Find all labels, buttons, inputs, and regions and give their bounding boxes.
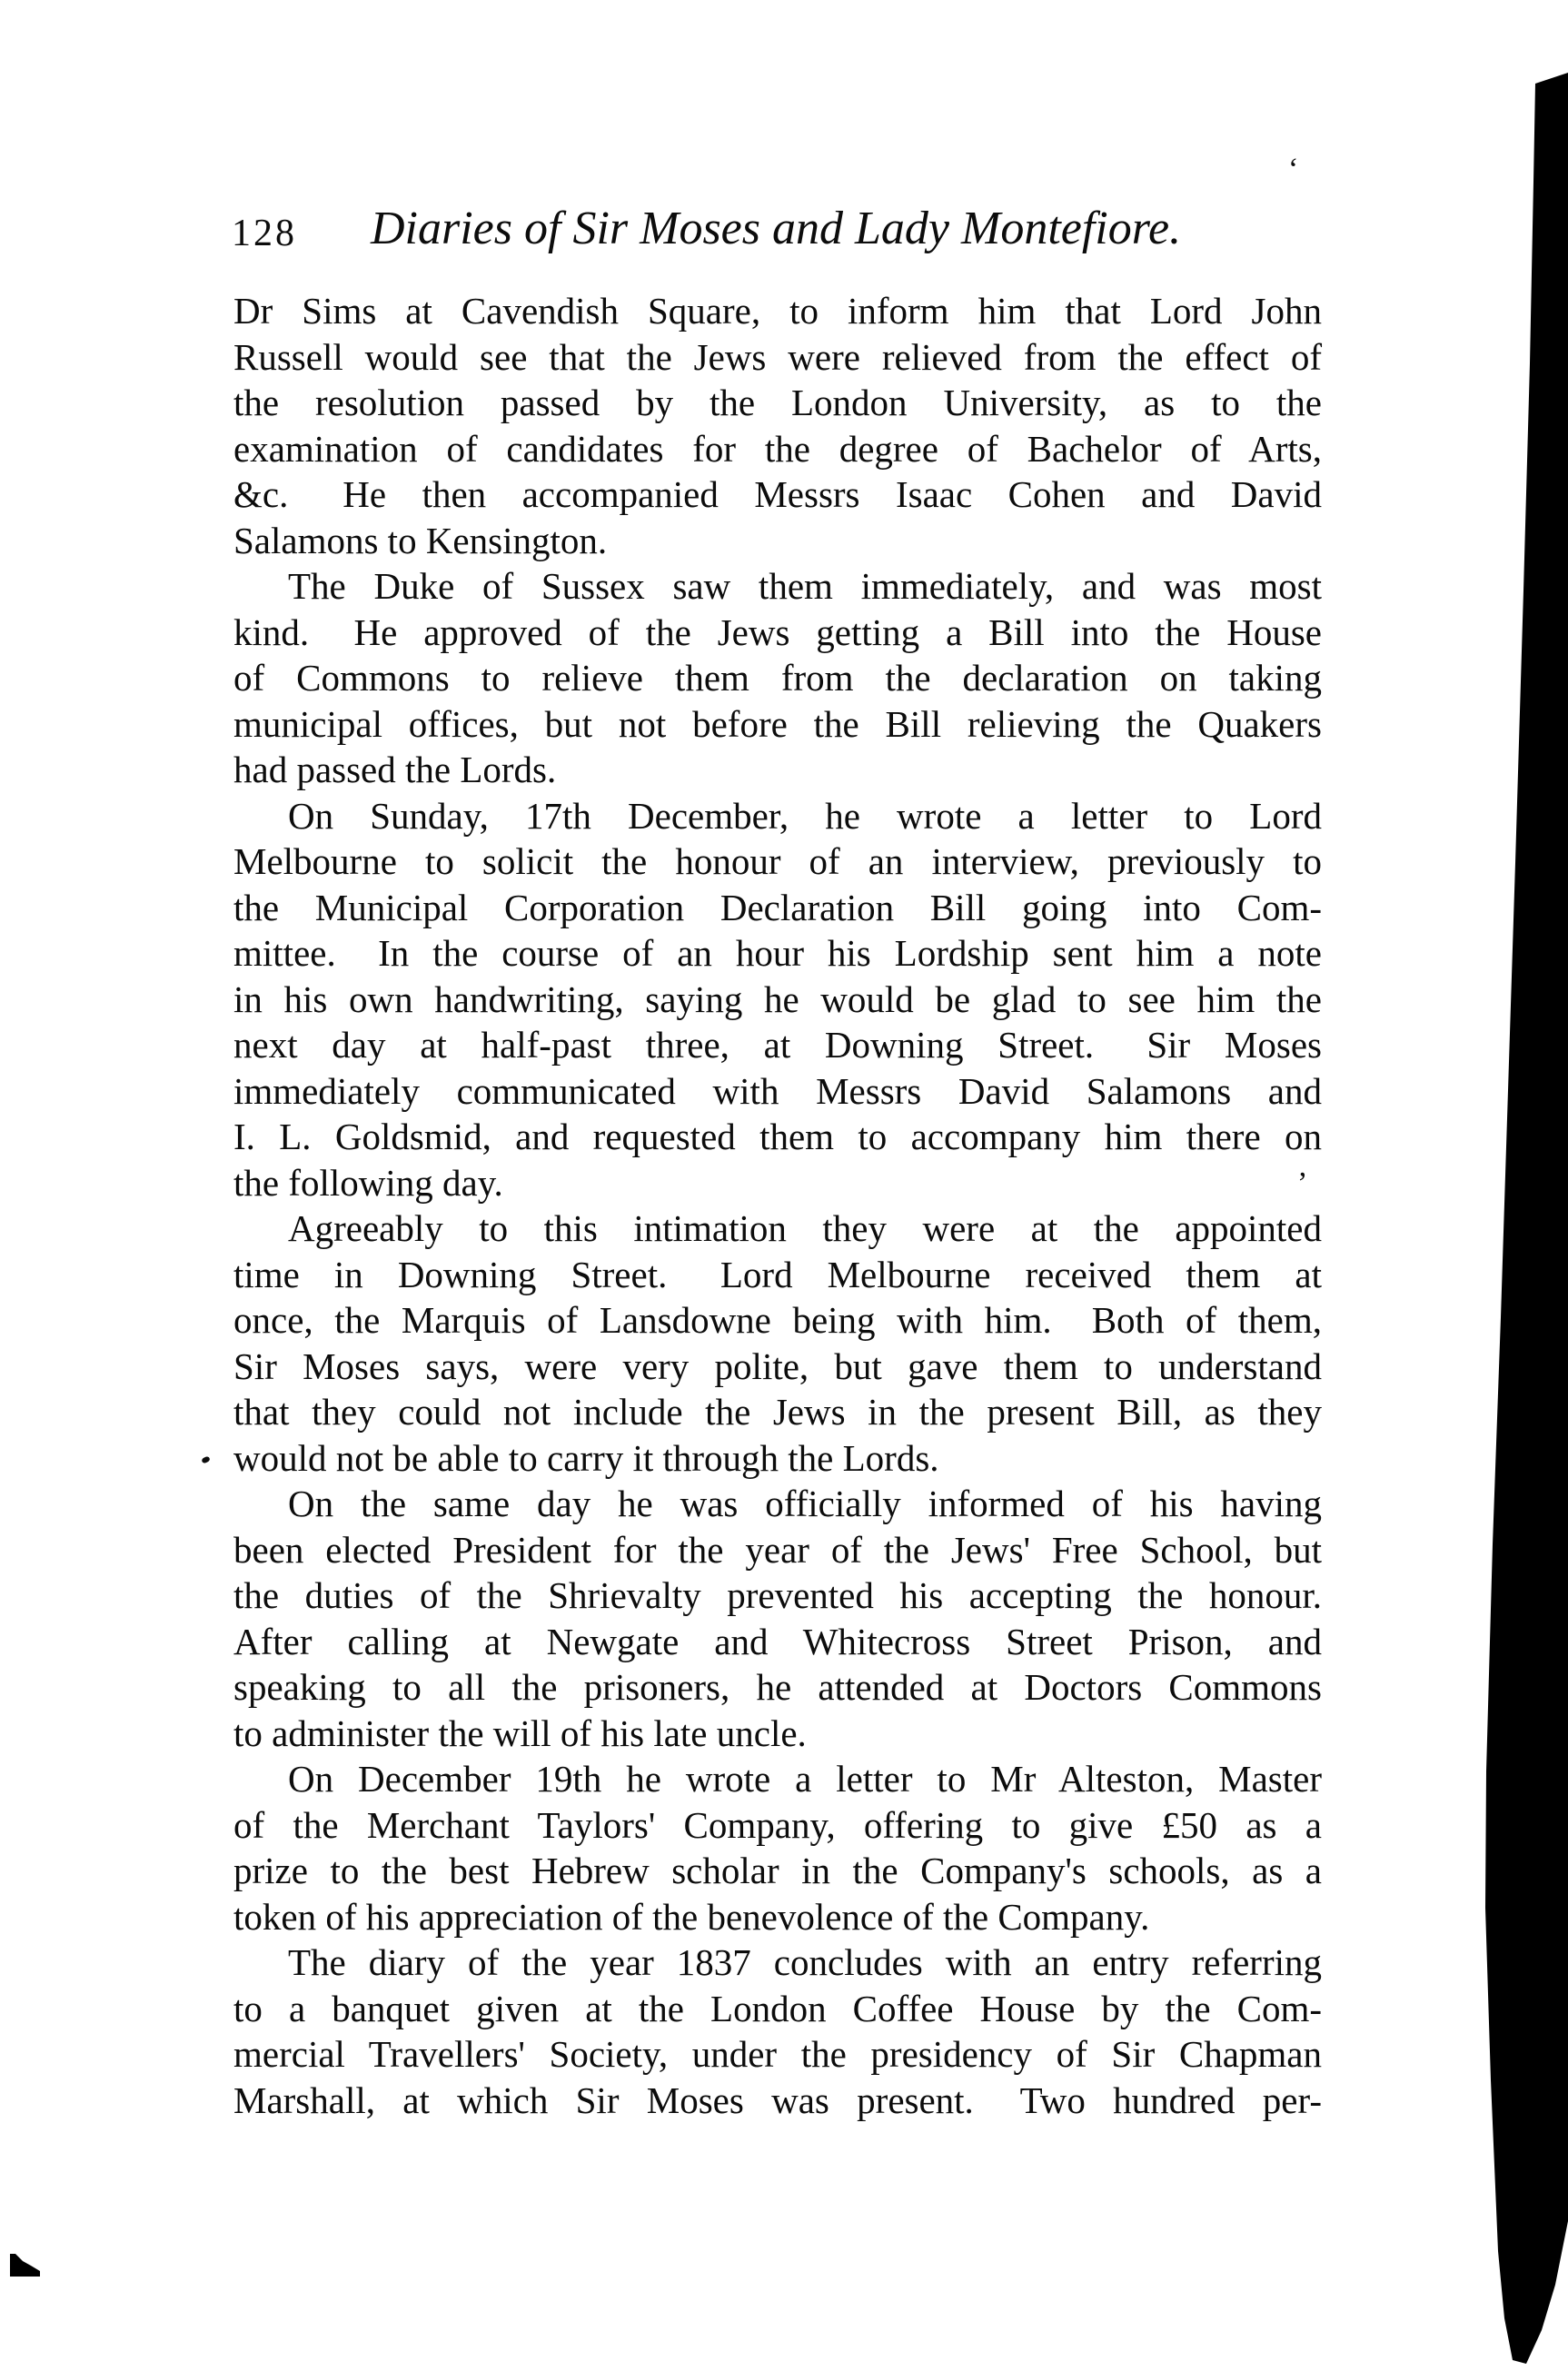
text-line: been elected President for the year of the Jews' Free School, but <box>233 1528 1322 1571</box>
stray-apostrophe-mark: ’ <box>1297 1166 1308 1200</box>
page-body <box>233 288 1322 2123</box>
text-line: mercial Travellers' Society, under the presidency of Sir Chapman <box>233 2033 1322 2075</box>
text-line: speaking to all the prisoners, he attended at Doctors Commons <box>233 1666 1322 1708</box>
right-edge-scan-bar <box>1485 73 1568 2364</box>
text-line: the resolution passed by the London University, as to the <box>233 382 1322 423</box>
text-line: time in Downing Street. Lord Melbourne received them at <box>233 1253 1322 1295</box>
text-line: would not be able to carry it through the Lords. <box>233 1436 939 1479</box>
stray-apostrophe-mark: ‘ <box>1288 153 1299 186</box>
text-line: On December 19th he wrote a letter to Mr Alteston, Master <box>288 1758 1322 1800</box>
running-header-title: Diaries of Sir Moses and Lady Montefiore. <box>371 203 1182 254</box>
text-line: Russell would see that the Jews were relieved from the effect of <box>233 335 1322 378</box>
text-line: in his own handwriting, saying he would be glad to see him the <box>233 977 1322 1020</box>
text-line: The diary of the year 1837 concludes with an entry referring <box>288 1941 1322 1983</box>
text-line: Dr Sims at Cavendish Square, to inform him that Lord John <box>233 290 1322 332</box>
text-line: On the same day he was officially informed of his having <box>288 1483 1322 1524</box>
text-line: prize to the best Hebrew scholar in the Company's schools, as a <box>233 1850 1322 1891</box>
text-line: I. L. Goldsmid, and requested them to accompany him there on <box>233 1116 1322 1157</box>
text-line: the following day. <box>233 1161 503 1204</box>
text-line: once, the Marquis of Lansdowne being with him. Both of them, <box>233 1299 1322 1341</box>
text-line: Agreeably to this intimation they were at the appointed <box>288 1207 1322 1249</box>
text-line: immediately communicated with Messrs David Salamons and <box>233 1069 1322 1112</box>
text-line: that they could not include the Jews in the present Bill, as they <box>233 1391 1322 1433</box>
text-line: the Municipal Corporation Declaration Bill going into Com- <box>233 886 1322 928</box>
text-line: kind. He approved of the Jews getting a Bill into the House <box>233 610 1322 653</box>
text-line: examination of candidates for the degree of Bachelor of Arts, <box>233 427 1322 470</box>
text-line: After calling at Newgate and Whitecross Street Prison, and <box>233 1620 1322 1662</box>
bottom-left-ink-blob <box>10 2254 40 2277</box>
text-line: to administer the will of his late uncle. <box>233 1711 807 1754</box>
text-line: Marshall, at which Sir Moses was present. Two hundred per- <box>233 2078 1322 2121</box>
text-line: to a banquet given at the London Coffee House by the Com- <box>233 1987 1322 2029</box>
text-line: token of his appreciation of the benevolence of the Company. <box>233 1895 1150 1938</box>
text-line: Sir Moses says, were very polite, but gave them to understand <box>233 1344 1322 1387</box>
text-line: municipal offices, but not before the Bill relieving the Quakers <box>233 702 1322 745</box>
text-line: of Commons to relieve them from the declaration on taking <box>233 657 1322 699</box>
text-line: had passed the Lords. <box>233 749 557 790</box>
text-line: next day at half-past three, at Downing Street. Sir Moses <box>233 1024 1322 1066</box>
text-line: the duties of the Shrievalty prevented his accepting the honour. <box>233 1574 1322 1616</box>
margin-dot-artifact <box>201 1455 211 1463</box>
text-line: Salamons to Kensington. <box>233 519 608 561</box>
text-line: mittee. In the course of an hour his Lordship sent him a note <box>233 932 1322 974</box>
text-line: The Duke of Sussex saw them immediately, and was most <box>288 565 1322 607</box>
text-line: Melbourne to solicit the honour of an interview, previously to <box>233 840 1322 882</box>
page-header <box>0 0 1568 273</box>
text-line: &c. He then accompanied Messrs Isaac Cohen and David <box>233 473 1322 515</box>
page-number: 128 <box>232 213 297 254</box>
text-line: of the Merchant Taylors' Company, offering to give £50 as a <box>233 1803 1322 1846</box>
text-line: On Sunday, 17th December, he wrote a letter to Lord <box>288 794 1322 837</box>
